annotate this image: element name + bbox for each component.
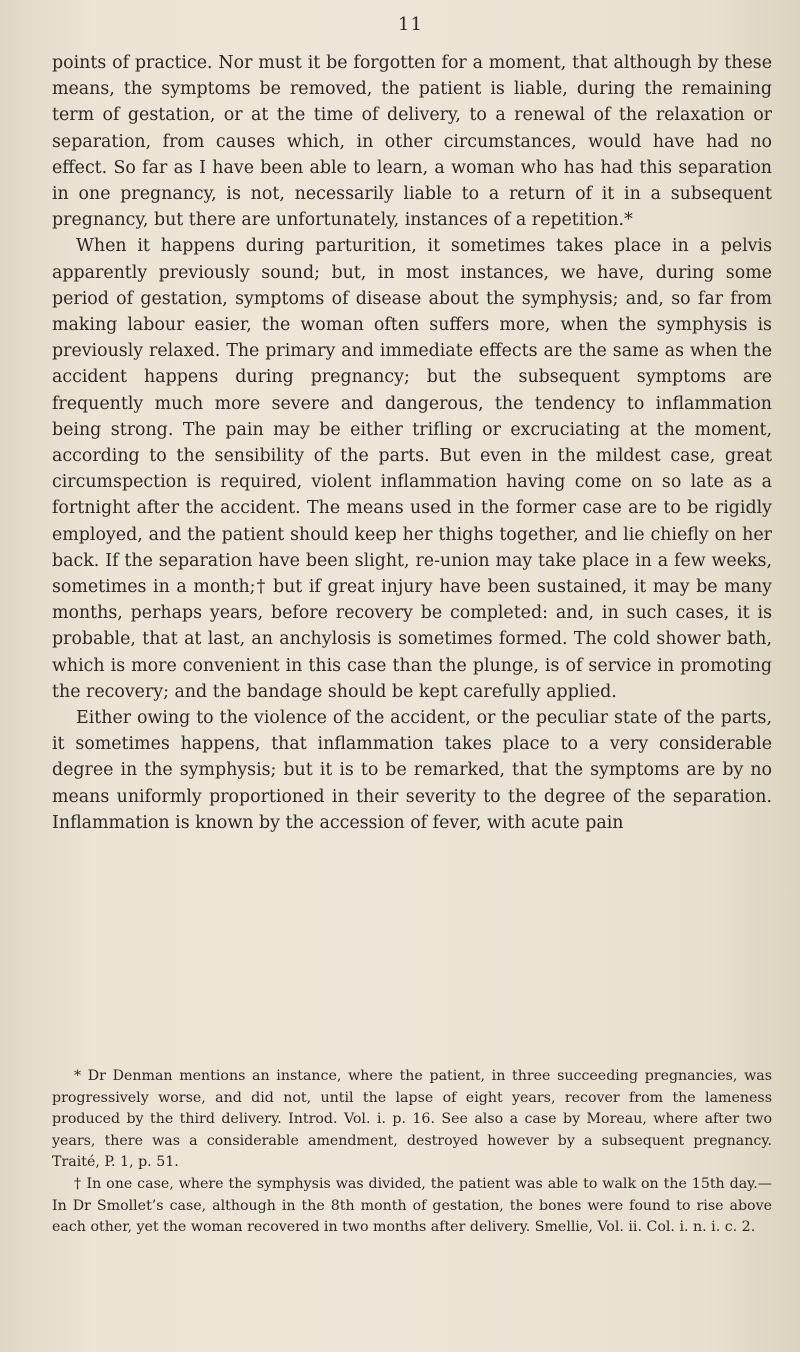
- footnote: * Dr Denman mentions an instance, where the patient, in three succeeding pregnancies, was progressively worse, and did not, until the lapse of eight years, recover from the lameness produced by the third delivery. Introd. Vol. i. p. 16. See also a case by Moreau, where after two years, there was a considerable amendment, destroyed however by a subsequent pregnancy. Traité, P. 1, p. 51.: [52, 1068, 772, 1171]
- paragraph: points of practice. Nor must it be forgotten for a moment, that although by these means, the symptoms be removed, the patient is liable, during the remaining term of gestation, or at the time of delivery, to a renewal of the relaxation or separation, from causes which, in other circumstances, would have had no effect. So far as I have been able to learn, a woman who has had this separation in one pregnancy, is not, necessarily liable to a return of it in a subsequent pregnancy, but there are unfortunately, instances of a repetition.*: [52, 53, 772, 231]
- paragraph: When it happens during parturition, it sometimes takes place in a pelvis apparently previously sound; but, in most instances, we have, during some period of gestation, symptoms of disease about the symphysis; and, so far from making labour easier, the woman often suffers more, when the symphysis is previously relaxed. The primary and immediate effects are the same as when the accident happens during pregnancy; but the subsequent symptoms are frequently much more severe and dangerous, the tendency to inflammation being strong. The pain may be either trifling or excruciating at the moment, according to the sensibility of the parts. But even in the mildest case, great circumspection is required, violent inflammation having come on so late as a fortnight after the accident. The means used in the former case are to be rigidly employed, and the patient should keep her thighs together, and lie chiefly on her back. If the separation have been slight, re-union may take place in a few weeks, sometimes in a month;† but if great injury have been sustained, it may be many months, perhaps years, before recovery be completed: and, in such cases, it is probable, that at last, an anchylosis is sometimes formed. The cold shower bath, which is more convenient in this case than the plunge, is of service in promoting the recovery; and the bandage should be kept carefully applied.: [52, 236, 772, 702]
- footnotes: [52, 1066, 772, 1239]
- page-number: 11: [398, 14, 423, 35]
- main-text: [52, 50, 772, 836]
- paragraph: Either owing to the violence of the accident, or the peculiar state of the parts, it sometimes happens, that inflammation takes place to a very considerable degree in the symphysis; but it is to be remarked, that the symptoms are by no means uniformly proportioned in their severity to the degree of the separation. Inflammation is known by the accession of fever, with acute pain: [52, 708, 772, 833]
- footnote: † In one case, where the symphysis was divided, the patient was able to walk on the 15th day.—In Dr Smollet’s case, although in the 8th month of gestation, the bones were found to rise above each other, yet the woman recovered in two months after delivery. Smellie, Vol. ii. Col. i. n. i. c. 2.: [52, 1175, 772, 1236]
